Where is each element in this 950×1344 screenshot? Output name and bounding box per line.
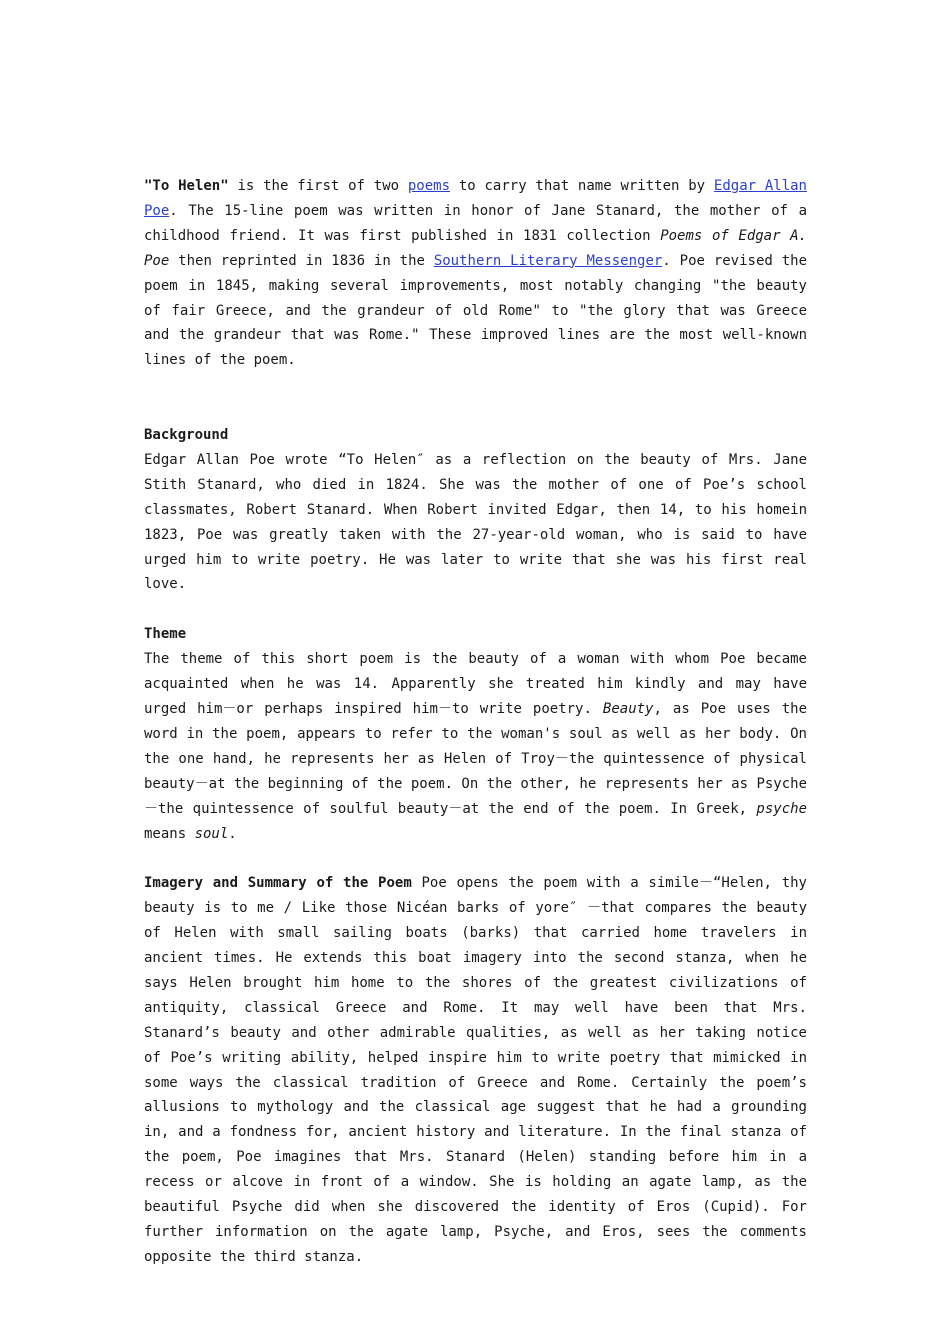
beauty-emphasis: Beauty bbox=[602, 701, 654, 717]
imagery-heading: Imagery and Summary of the Poem bbox=[144, 875, 412, 892]
intro-paragraph: "To Helen" is the first of two poems to carry that name written by Edgar Allan Poe. The 15-line poem was written in honor of Jane Stanard, the mother of a childhood friend. It was first published in 1831 collection Poems of Edgar A. Poe then reprinted in 1836 in the Southern Literary Messenger. Poe revised the poem in 1845, making several improvements, most notably changing "the beauty of fair Greece, and the grandeur of old Rome" to "the glory that was Greece and the grandeur that was Rome." These improved lines are the most well-known lines of the poem. bbox=[144, 178, 807, 369]
theme-paragraph: The theme of this short poem is the beauty of a woman with whom Poe became acquainted when he was 14. Apparently she treated him kindly and may have urged him－or perhaps inspired him－to write poetry. Beauty, as Poe uses the word in the poem, appears to refer to the woman's soul as well as her body. On the one hand, he represents her as Helen of Troy－the quintessence of physical beauty－at the beginning of the poem. On the other, he represents her as Psyche－the quintessence of soulful beauty－at the end of the poem. In Greek, psyche means soul. bbox=[144, 651, 808, 842]
poems-link[interactable]: poems bbox=[407, 178, 451, 194]
background-heading: Background bbox=[144, 427, 229, 444]
edgar-allan-poe-link[interactable]: Edgar Allan Poe bbox=[144, 178, 807, 219]
psyche-emphasis: psyche bbox=[756, 800, 807, 817]
imagery-paragraph: Imagery and Summary of the Poem Poe opens the poem with a simile－“Helen, thy beauty is to me / Like those Nicéan barks of yore″ －that compares the beauty of Helen with small sailing boats (barks) that carried home travelers in ancient times. He extends this boat imagery into the second stanza, when he says Helen brought him home to the shores of the greatest civilizations of antiquity, classical Greece and Rome. It may well have been that Mrs. Stanard’s beauty and other admirable qualities, as well as her taking notice of Poe’s writing ability, helped inspire him to write poetry that mimicked in some ways the classical tradition of Greece and Rome. Certainly the poem’s allusions to mythology and the classical age suggest that he had a grounding in, and a fondness for, ancient history and literature. In the final stanza of the poem, Poe imagines that Mrs. Stanard (Helen) standing before him in a recess or alcove in front of a window. She is holding an agate lamp, as the beautiful Psyche did when she discovered the identity of Eros (Cupid). For further information on the agate lamp, Psyche, and Eros, sees the comments opposite the third stanza. bbox=[144, 875, 807, 1265]
spacer bbox=[144, 597, 807, 622]
background-paragraph: Edgar Allan Poe wrote “To Helen″ as a reflection on the beauty of Mrs. Jane Stith Stanard, who died in 1824. She was the mother of one of Poe’s school classmates, Robert Stanard. When Robert invited Edgar, then 14, to his homein 1823, Poe was greatly taken with the 27-year-old woman, who is said to have urged him to write poetry. He was later to write that she was his first real love. bbox=[144, 451, 807, 593]
document-body bbox=[144, 174, 807, 1270]
book-title: Poems of Edgar A. Poe bbox=[144, 227, 807, 269]
southern-literary-messenger-link[interactable]: Southern Literary Messenger bbox=[433, 252, 663, 269]
spacer bbox=[144, 373, 807, 423]
soul-emphasis: soul bbox=[194, 825, 229, 842]
theme-heading: Theme bbox=[144, 626, 187, 643]
intro-title: "To Helen" bbox=[144, 178, 229, 194]
spacer bbox=[144, 846, 807, 871]
